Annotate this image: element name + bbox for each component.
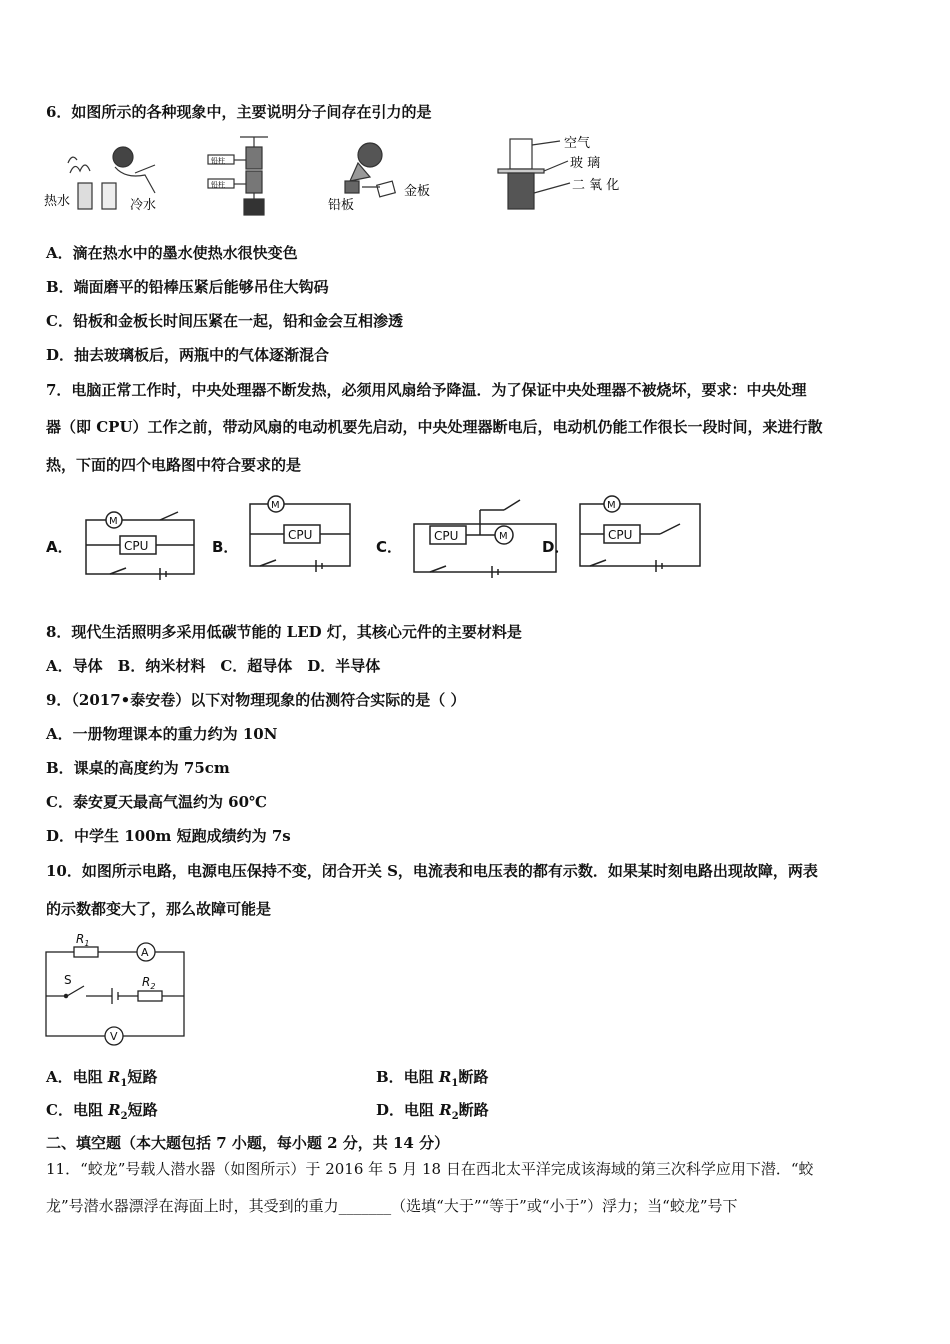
q7-cpu-d: CPU	[608, 528, 633, 542]
q6-option-b: B．端面磨平的铅棒压紧后能够吊住大钩码	[46, 278, 329, 296]
q6-stem: 6．如图所示的各种现象中，主要说明分子间存在引力的是	[46, 103, 432, 121]
lead-gold-figure	[345, 143, 395, 197]
q7-letter-c: C．	[376, 538, 403, 556]
q6-option-c: C．铅板和金板长时间压紧在一起，铅和金会互相渗透	[46, 312, 403, 330]
lead-block-label-2: 铅柱	[211, 181, 225, 189]
gas-jars-figure	[498, 139, 570, 209]
q7-circuits	[40, 490, 720, 585]
q7-stem-line-3: 热，下面的四个电路图中符合要求的是	[46, 456, 302, 474]
gold-plate-label: 金板	[404, 184, 431, 199]
q7-cpu-c: CPU	[434, 529, 459, 543]
q6-option-d: D．抽去玻璃板后，两瓶中的气体逐渐混合	[46, 346, 330, 364]
q10-option-d: D．电阻 $R_2$断路	[376, 1101, 489, 1122]
q7-letter-d: D．	[542, 538, 570, 556]
r2-label: $R_2$	[142, 975, 156, 991]
air-label: 空气	[564, 136, 591, 151]
section-2-title: 二、填空题（本大题包括 7 小题，每小题 2 分，共 14 分）	[46, 1134, 450, 1152]
q11-stem-line-2: 龙”号潜水器漂浮在海面上时，其受到的重力_______（选填“大于”“等于”或“小于”）浮力；当“蛟龙”号下	[46, 1197, 738, 1215]
q7-stem-line-1: 7．电脑正常工作时，中央处理器不断发热，必须用风扇给予降温．为了保证中央处理器不被烧坏，要求：中央处理	[46, 381, 807, 399]
q10-stem-line-2: 的示数都变大了，那么故障可能是	[46, 900, 272, 918]
gas-label: 二 氧 化	[572, 178, 620, 193]
q7-cpu-b: CPU	[288, 528, 313, 542]
q7-cpu-a: CPU	[124, 539, 149, 553]
glass-label: 玻 璃	[570, 156, 601, 171]
q7-motor-d: M	[607, 500, 616, 511]
q10-circuit	[40, 928, 200, 1048]
q10-stem-line-1: 10．如图所示电路，电源电压保持不变，闭合开关 S，电流表和电压表的都有示数．如果某时刻电路出现故障，两表	[46, 862, 818, 880]
q7-motor-c: M	[499, 531, 508, 542]
q6-figures-svg	[40, 133, 650, 223]
q7-stem-line-2: 器（即 CPU）工作之前，带动风扇的电动机要先启动，中央处理器断电后，电动机仍能工作很长一段时间，来进行散	[46, 418, 823, 436]
q9-stem: 9．（2017•泰安卷）以下对物理现象的估测符合实际的是（ ）	[46, 691, 466, 709]
q10-option-c: C．电阻 $R_2$短路	[46, 1101, 158, 1122]
q10-circuit-svg	[40, 928, 200, 1048]
q9-option-c: C．泰安夏天最高气温约为 60℃	[46, 793, 268, 811]
lead-plate-label: 铅板	[328, 198, 355, 213]
q9-option-a: A．一册物理课本的重力约为 10N	[46, 725, 278, 743]
q10-option-b: B．电阻 $R_1$断路	[376, 1068, 489, 1089]
q7-motor-a: M	[109, 516, 118, 527]
ammeter-label: A	[141, 946, 149, 959]
q6-option-a: A．滴在热水中的墨水使热水很快变色	[46, 244, 298, 262]
circuit-d	[580, 496, 700, 572]
switch-label: S	[64, 973, 72, 987]
q7-circuits-svg	[40, 490, 720, 585]
q9-option-b: B．课桌的高度约为 75cm	[46, 759, 230, 777]
q7-motor-b: M	[271, 500, 280, 511]
q7-letter-b: B．	[212, 538, 239, 556]
q7-letter-a: A．	[46, 538, 73, 556]
voltmeter-label: V	[110, 1030, 118, 1043]
cold-water-label: 冷水	[130, 198, 157, 213]
q8-stem: 8．现代生活照明多采用低碳节能的 LED 灯，其核心元件的主要材料是	[46, 623, 522, 641]
lead-cylinder-figure	[208, 137, 268, 215]
r1-label: $R_1$	[76, 932, 90, 948]
q9-option-d: D．中学生 100m 短跑成绩约为 7s	[46, 827, 291, 845]
q11-stem-line-1: 11．“蛟龙”号载人潜水器（如图所示）于 2016 年 5 月 18 日在西北太平洋完成该海域的第三次科学应用下潜．“蛟	[46, 1160, 814, 1178]
hot-water-label: 热水	[44, 194, 71, 209]
q8-options: A．导体 B．纳米材料 C．超导体 D．半导体	[46, 657, 381, 675]
q10-option-a: A．电阻 $R_1$短路	[46, 1068, 158, 1089]
lead-block-label-1: 铅柱	[211, 157, 225, 165]
q6-figure-set	[40, 133, 650, 223]
